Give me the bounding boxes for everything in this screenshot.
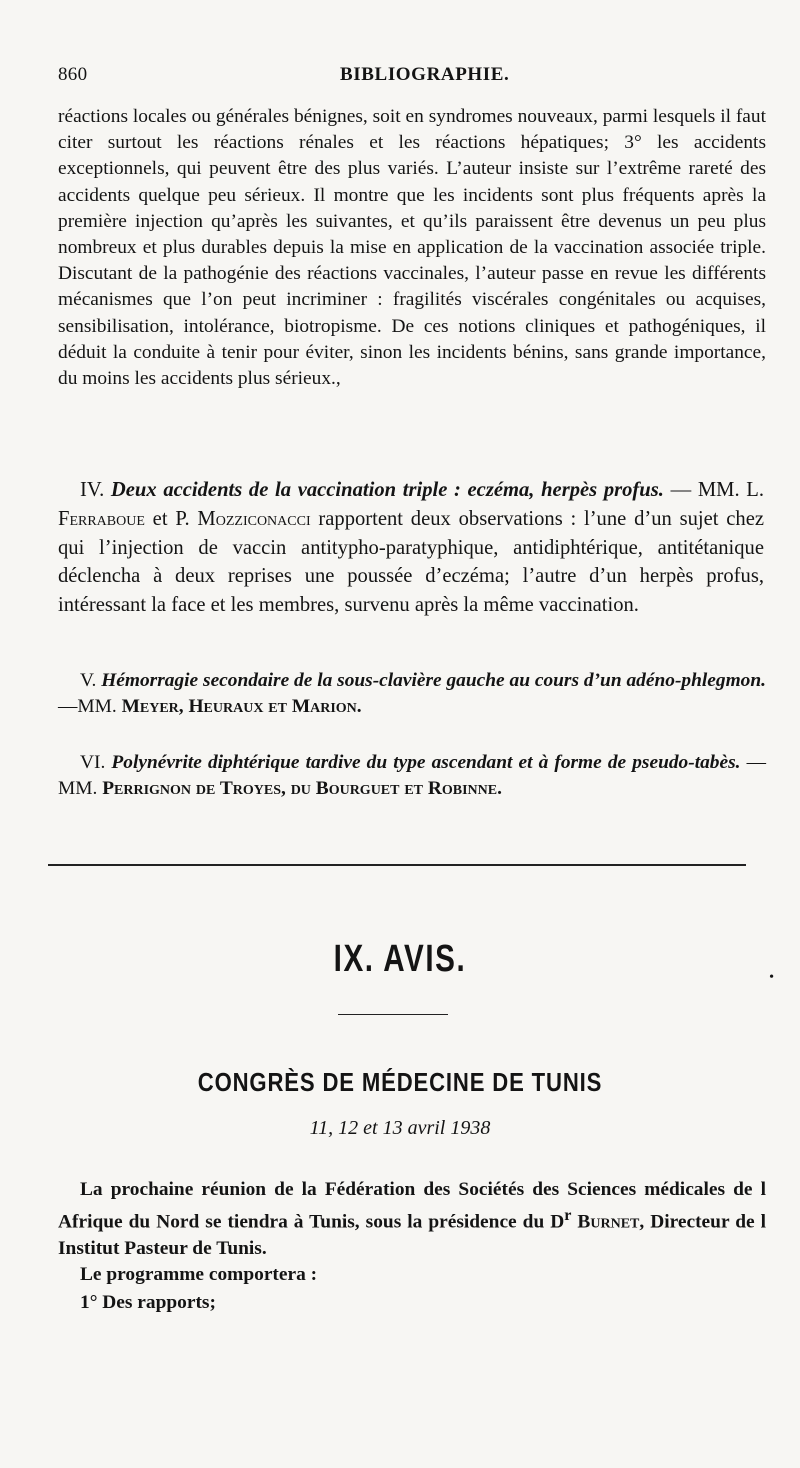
running-head-title: BIBLIOGRAPHIE. — [340, 64, 510, 85]
item-vi-authors: Perrignon de Troyes, du Bourguet et Robinne. — [102, 778, 502, 800]
item-v — [58, 668, 766, 720]
programme-item-1: 1° Des rapports; — [80, 1292, 216, 1313]
item-vi-dash: — MM. — [58, 752, 766, 800]
announcement-text-b: , Directeur de l Institut Pasteur de Tunis. — [58, 1211, 766, 1259]
item-iv-text: rapportent deux observations : l’une d’un sujet chez qui l’injection de vaccin antitypho-paratyphique, antidiphtérique, antitétanique déclencha à deux reprises une poussée d’eczéma; l’autre d’un herpès profus, intéressant la face et les membres, survenu après la même vaccination. — [58, 507, 764, 617]
item-iv-dash: — MM. — [663, 479, 747, 501]
announcement-sup: r — [564, 1207, 572, 1225]
page-number: 860 — [58, 64, 88, 85]
item-vi-title: Polynévrite diphtérique tardive du type ascendant et à forme de pseudo-tabès. — [111, 752, 741, 773]
item-iv-and: et — [144, 507, 176, 530]
review-paragraph: réactions locales ou générales bénignes, soit en syndromes nouveaux, parmi lesquels il faut citer surtout les réactions rénales et les réactions hépatiques; 3° les accidents exceptionnels, qui peuvent être des plus variés. L’auteur insiste sur l’extrême rareté des accidents quelque peu sérieux. Il montre que les incidents sont plus fréquents après la première injection qu’après les suivantes, et qu’ils paraissent être devenus un peu plus nombreux et plus durables depuis la mise en application de la vaccination associée triple. Discutant de la pathogénie des réactions vaccinales, l’auteur passe en revue les différents mécanismes que l’on peut incriminer : fragilités viscérales congénitales ou acquises, sensibilisation, intolérance, biotropisme. De ces notions cliniques et pathogéniques, il déduit la conduite à tenir pour éviter, sinon les incidents bénins, sans grande importance, du moins les accidents plus sérieux., — [58, 106, 766, 390]
item-v-authors: Meyer, Heuraux et Marion. — [121, 696, 362, 718]
item-iv-author2: P. Mozziconacci — [175, 507, 311, 530]
item-iv-title: Deux accidents de la vaccination triple : eczéma, herpès profus. — [110, 479, 664, 501]
item-iv-author1: L. Ferraboue — [58, 479, 764, 530]
programme-label: Le programme comportera : — [80, 1264, 318, 1285]
heading-rule — [338, 1014, 448, 1015]
ink-dot: • — [769, 970, 774, 985]
congress-title: CONGRÈS DE MÉDECINE DE TUNIS — [197, 1067, 603, 1097]
announcement-text-a: La prochaine réunion de la Fédération des Sociétés des Sciences médicales de l Afrique du Nord se tiendra à Tunis, sous la présidence du D — [58, 1179, 766, 1233]
congress-date: 11, 12 et 13 avril 1938 — [309, 1117, 491, 1139]
announcement-name: Burnet — [571, 1211, 640, 1233]
item-v-numeral: V. — [80, 670, 97, 691]
item-iv — [58, 476, 764, 620]
item-vi-numeral: VI. — [80, 752, 106, 773]
item-v-title: Hémorragie secondaire de la sous-clavière gauche au cours d’un adéno-phlegmon. — [101, 670, 766, 691]
section-heading: IX. AVIS. — [333, 938, 467, 980]
item-iv-numeral: IV. — [80, 479, 105, 501]
section-divider — [48, 864, 746, 866]
item-v-dash: —MM. — [58, 696, 122, 718]
item-vi — [58, 750, 766, 802]
congress-announcement — [58, 1177, 766, 1262]
